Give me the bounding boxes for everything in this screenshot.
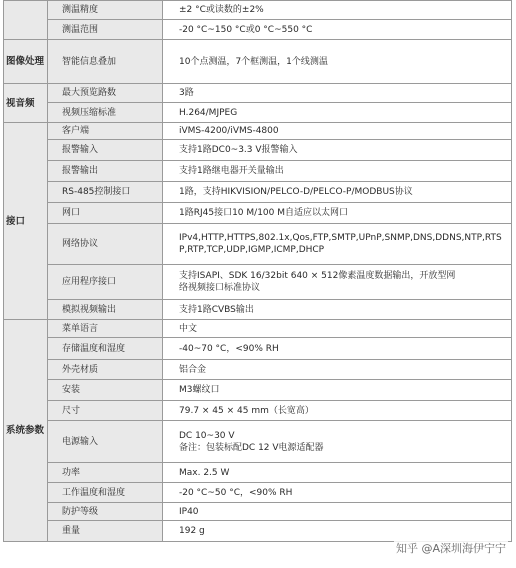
spec-value-line: 中文 (179, 323, 198, 334)
spec-value-line: -20 °C~50 °C，<90% RH (179, 487, 293, 498)
spec-value-line: H.264/MJPEG (179, 107, 238, 118)
spec-row (4, 338, 512, 360)
spec-row (4, 320, 512, 338)
spec-label: 电源输入 (48, 421, 163, 463)
spec-label: 最大预览路数 (48, 84, 163, 103)
spec-value-line: 络视频接口标准协议 (179, 283, 261, 293)
spec-label: 网络协议 (48, 224, 163, 265)
category-cell: 接口 (4, 123, 48, 320)
spec-value (163, 224, 512, 265)
spec-value (163, 203, 512, 224)
category-cell: 系统参数 (4, 320, 48, 542)
spec-row (4, 140, 512, 161)
spec-label: 客户端 (48, 123, 163, 140)
spec-row (4, 483, 512, 503)
spec-value (163, 103, 512, 123)
spec-value (163, 182, 512, 203)
spec-label: 外壳材质 (48, 360, 163, 380)
spec-row (4, 20, 512, 40)
spec-row (4, 123, 512, 140)
spec-value-line: iVMS-4200/iVMS-4800 (179, 126, 279, 136)
spec-value (163, 338, 512, 360)
spec-value-line: 支持1路继电器开关量输出 (179, 166, 284, 176)
spec-value (163, 421, 512, 463)
category-cell (4, 1, 48, 40)
spec-label: 报警输出 (48, 161, 163, 182)
spec-row (4, 103, 512, 123)
spec-label: 存储温度和湿度 (48, 338, 163, 360)
spec-value-line: 支持ISAPI、SDK 16/32bit 640 × 512像素温度数据输出，开放型网 (179, 271, 456, 281)
spec-row (4, 503, 512, 521)
spec-value (163, 123, 512, 140)
spec-value-line: ±2 °C或读数的±2% (179, 5, 264, 15)
spec-label: 工作温度和湿度 (48, 483, 163, 503)
spec-row (4, 463, 512, 483)
spec-value (163, 300, 512, 320)
spec-value-line: P,RTP,TCP,UDP,IGMP,ICMP,DHCP (179, 245, 325, 255)
spec-value (163, 84, 512, 103)
spec-row (4, 380, 512, 401)
spec-label: 防护等级 (48, 503, 163, 521)
spec-label: 模拟视频输出 (48, 300, 163, 320)
spec-value-line: 192 g (179, 526, 205, 536)
spec-label: 网口 (48, 203, 163, 224)
spec-value (163, 401, 512, 421)
spec-label: 测温精度 (48, 1, 163, 20)
spec-label: 安装 (48, 380, 163, 401)
spec-value-line: IPv4,HTTP,HTTPS,802.1x,Qos,FTP,SMTP,UPnP,SNMP,DNS,DDNS,NTP,RTS (179, 233, 502, 243)
spec-row (4, 401, 512, 421)
spec-row (4, 224, 512, 265)
spec-row (4, 182, 512, 203)
spec-value (163, 320, 512, 338)
spec-value-line: M3螺纹口 (179, 385, 220, 395)
spec-value-line: 79.7 × 45 × 45 mm（长宽高） (179, 405, 314, 416)
spec-value (163, 20, 512, 40)
spec-value (163, 503, 512, 521)
spec-row (4, 265, 512, 300)
spec-value-line: -40~70 °C，<90% RH (179, 343, 279, 354)
spec-value-line: 备注：包装标配DC 12 V电源适配器 (179, 442, 324, 453)
spec-label: RS-485控制接口 (48, 182, 163, 203)
category-cell: 视音频 (4, 84, 48, 123)
watermark: 知乎 @A深圳海伊宁宁 (395, 542, 506, 555)
spec-value (163, 521, 512, 542)
spec-label: 报警输入 (48, 140, 163, 161)
spec-label: 重量 (48, 521, 163, 542)
spec-value (163, 360, 512, 380)
spec-label: 功率 (48, 463, 163, 483)
spec-value (163, 140, 512, 161)
spec-value-line: 3路 (179, 88, 194, 98)
spec-table-body (4, 1, 512, 542)
spec-row (4, 421, 512, 463)
spec-value-line: 1路RJ45接口10 M/100 M自适应以太网口 (179, 208, 349, 218)
category-cell: 图像处理 (4, 40, 48, 84)
spec-value (163, 161, 512, 182)
spec-value (163, 1, 512, 20)
spec-value-line: 铝合金 (179, 364, 207, 375)
spec-value (163, 40, 512, 84)
spec-row (4, 360, 512, 380)
spec-label: 尺寸 (48, 401, 163, 421)
spec-value (163, 380, 512, 401)
spec-row (4, 84, 512, 103)
spec-table (3, 0, 512, 542)
spec-value (163, 463, 512, 483)
spec-label: 智能信息叠加 (48, 40, 163, 84)
spec-value-line: 支持1路DC0~3.3 V报警输入 (179, 145, 298, 155)
spec-value-line: -20 °C~150 °C或0 °C~550 °C (179, 24, 313, 35)
spec-label: 菜单语言 (48, 320, 163, 338)
spec-label: 视频压缩标准 (48, 103, 163, 123)
spec-label: 应用程序接口 (48, 265, 163, 300)
spec-value-line: 支持1路CVBS输出 (179, 304, 254, 315)
spec-label: 测温范围 (48, 20, 163, 40)
spec-value (163, 265, 512, 300)
spec-row (4, 300, 512, 320)
spec-row (4, 1, 512, 20)
spec-value (163, 483, 512, 503)
spec-row (4, 161, 512, 182)
spec-row (4, 521, 512, 542)
spec-value-line: IP40 (179, 506, 199, 517)
spec-value-line: DC 10~30 V (179, 430, 235, 441)
spec-row (4, 203, 512, 224)
spec-row (4, 40, 512, 84)
spec-value-line: 10个点测温，7个框测温，1个线测温 (179, 56, 328, 67)
spec-value-line: 1路，支持HIKVISION/PELCO-D/PELCO-P/MODBUS协议 (179, 187, 413, 197)
spec-value-line: Max. 2.5 W (179, 467, 230, 478)
